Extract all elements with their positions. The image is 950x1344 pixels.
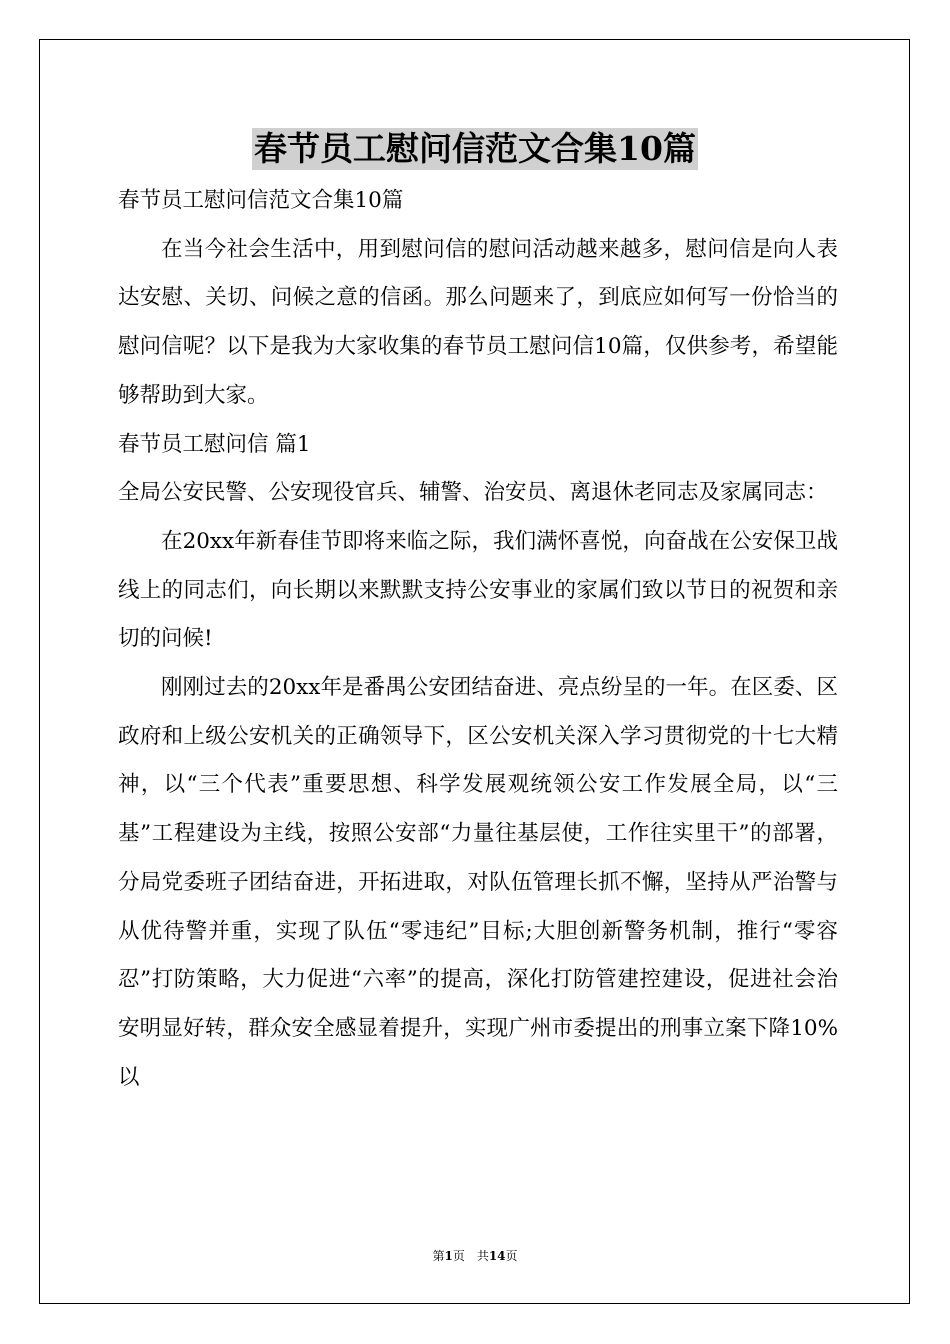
document-body (118, 177, 838, 1102)
page-prefix: 第 (432, 1249, 445, 1263)
page-current: 1 (444, 1249, 453, 1263)
intro-paragraph: 在当今社会生活中，用到慰问信的慰问活动越来越多，慰问信是向人表达安慰、关切、问候之意的信函。那么问题来了，到底应如何写一份恰当的慰问信呢？以下是我为大家收集的春节员工慰问信10篇，仅供参考，希望能够帮助到大家。 (118, 236, 838, 408)
page-suffix: 页 (505, 1249, 518, 1263)
title-container (0, 128, 950, 170)
body-paragraph: 在20xx年新春佳节即将来临之际，我们满怀喜悦，向奋战在公安保卫战线上的同志们，向长期以来默默支持公安事业的家属们致以节日的祝贺和亲切的问候! (118, 528, 838, 652)
section-heading: 春节员工慰问信 篇1 (118, 431, 311, 457)
page-mid: 页 共 (452, 1249, 489, 1263)
page-total: 14 (488, 1249, 506, 1263)
document-title: 春节员工慰问信范文合集10篇 (254, 129, 696, 168)
subtitle-line: 春节员工慰问信范文合集10篇 (118, 188, 404, 213)
page-footer (0, 1248, 950, 1264)
body-paragraph: 刚刚过去的20xx年是番禺公安团结奋进、亮点纷呈的一年。在区委、区政府和上级公安机关的正确领导下，区公安机关深入学习贯彻党的十七大精神，以“三个代表”重要思想、科学发展观统领公安工作发展全局，以“三基”工程建设为主线，按照公安部“力量往基层使，工作往实里干”的部署，分局党委班子团结奋进，开拓进取，对队伍管理长抓不懈，坚持从严治警与从优待警并重，实现了队伍“零违纪”目标;大胆创新警务机制，推行“零容忍”打防策略，大力促进“六率”的提高，深化打防管建控建设，促进社会治安明显好转，群众安全感显着提升，实现广州市委提出的刑事立案下降10%以 (118, 675, 838, 1090)
salutation: 全局公安民警、公安现役官兵、辅警、治安员、离退休老同志及家属同志： (118, 480, 828, 506)
